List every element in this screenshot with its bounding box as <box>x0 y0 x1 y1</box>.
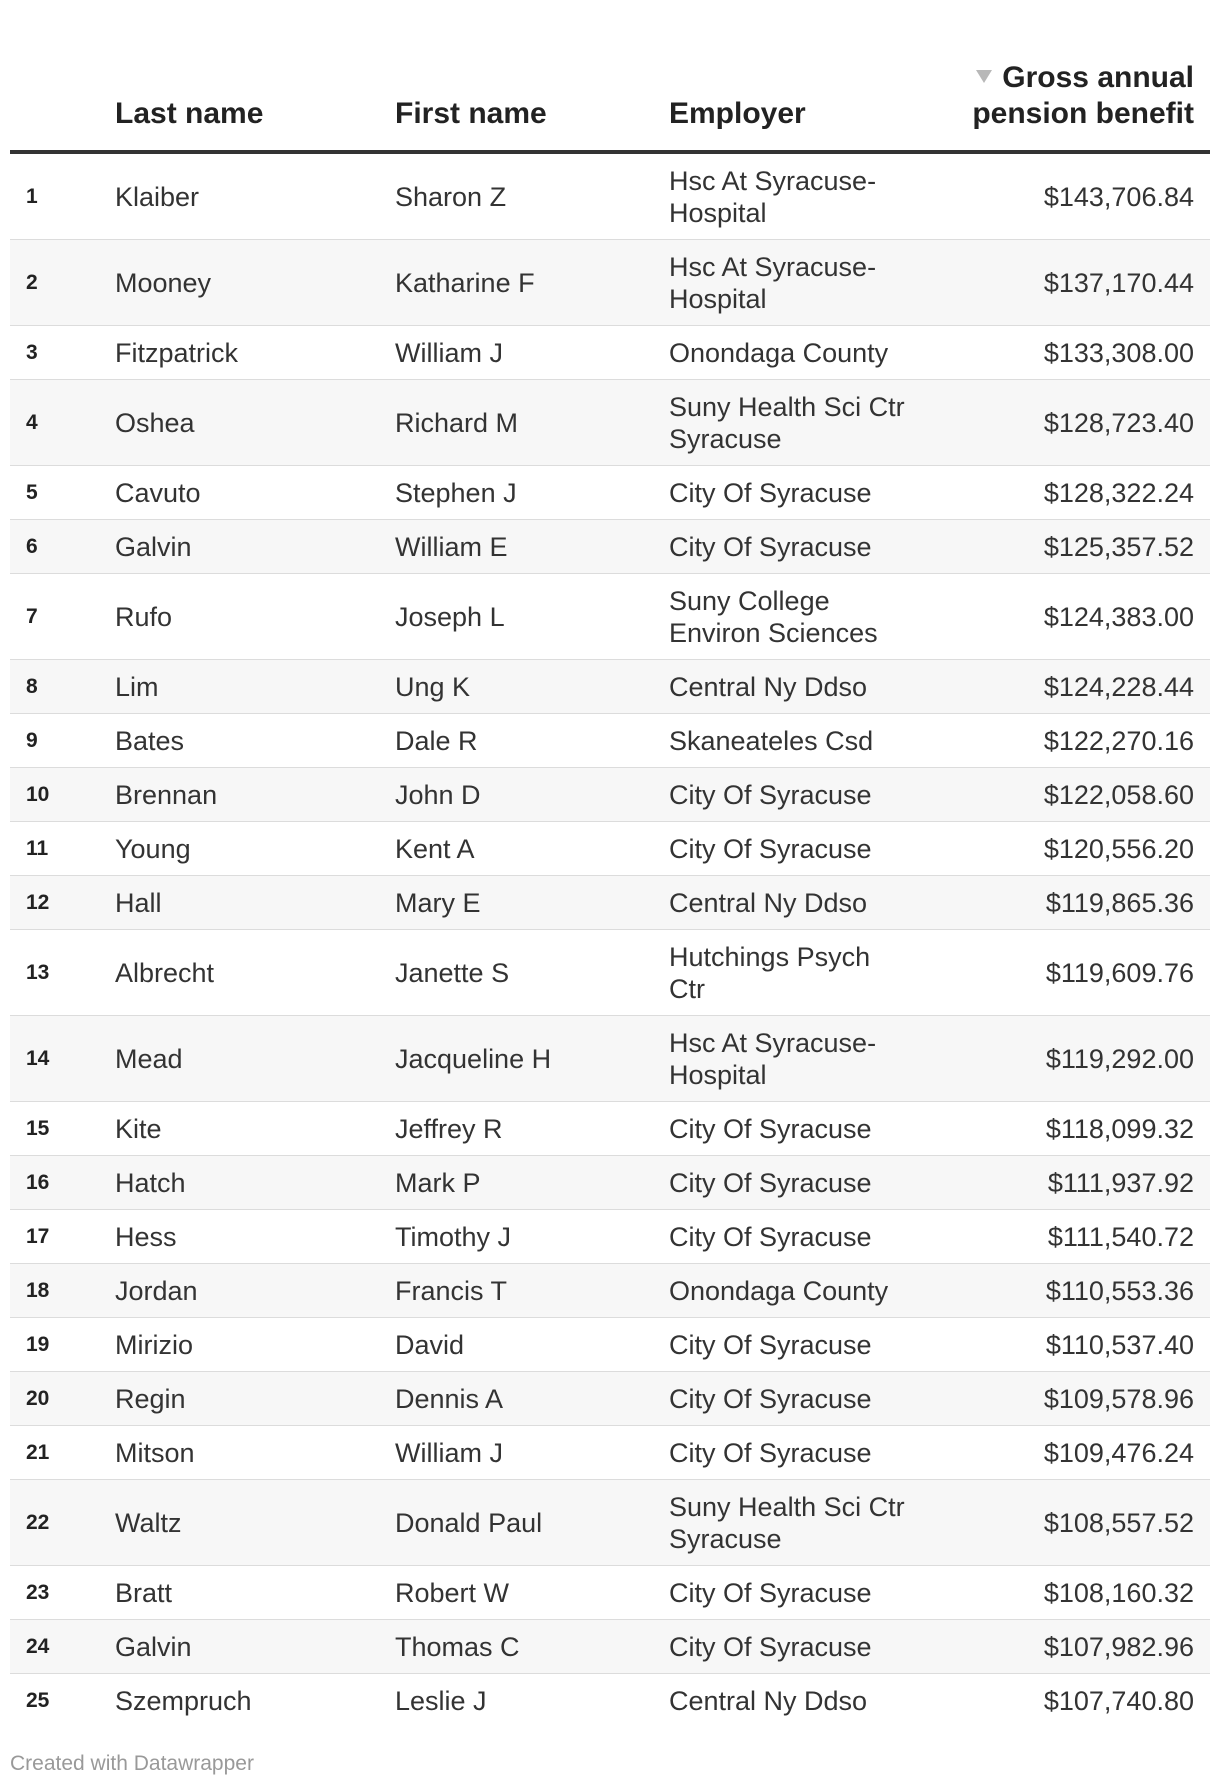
employer-cell: City Of Syracuse <box>669 1210 950 1264</box>
benefit-cell: $124,383.00 <box>950 574 1210 660</box>
rank-cell: 11 <box>10 822 115 876</box>
table-row <box>10 1210 1210 1264</box>
first-name-cell: Francis T <box>395 1264 669 1318</box>
first-name-cell: John D <box>395 768 669 822</box>
employer-cell: Skaneateles Csd <box>669 714 950 768</box>
rank-cell: 5 <box>10 466 115 520</box>
table-row <box>10 520 1210 574</box>
last-name-cell: Kite <box>115 1102 395 1156</box>
table-row <box>10 1102 1210 1156</box>
first-name-cell: Janette S <box>395 930 669 1016</box>
table-row <box>10 1156 1210 1210</box>
benefit-cell: $122,058.60 <box>950 768 1210 822</box>
rank-cell: 15 <box>10 1102 115 1156</box>
header-rank <box>10 0 115 152</box>
last-name-cell: Klaiber <box>115 152 395 240</box>
first-name-cell: David <box>395 1318 669 1372</box>
employer-cell: Central Ny Ddso <box>669 876 950 930</box>
last-name-cell: Hall <box>115 876 395 930</box>
last-name-cell: Mirizio <box>115 1318 395 1372</box>
rank-cell: 16 <box>10 1156 115 1210</box>
last-name-cell: Mitson <box>115 1426 395 1480</box>
employer-cell: Onondaga County <box>669 1264 950 1318</box>
benefit-cell: $107,740.80 <box>1043 1685 1194 1716</box>
rank-cell: 8 <box>10 660 115 714</box>
sort-descending-icon <box>976 70 992 83</box>
table-row <box>10 1016 1210 1102</box>
rank-cell: 17 <box>10 1210 115 1264</box>
first-name-cell: Joseph L <box>395 574 669 660</box>
pension-table-container <box>10 0 1210 1727</box>
table-row <box>10 574 1210 660</box>
pension-table <box>10 0 1210 1727</box>
first-name-cell: Stephen J <box>395 466 669 520</box>
last-name-cell: Galvin <box>115 1620 395 1674</box>
first-name-cell: Donald Paul <box>395 1480 669 1566</box>
table-row <box>10 876 1210 930</box>
last-name-cell: Hatch <box>115 1156 395 1210</box>
employer-cell: City Of Syracuse <box>669 1372 950 1426</box>
employer-cell: Hutchings Psych Ctr <box>669 930 950 1016</box>
employer-cell: Suny College Environ Sciences <box>669 574 950 660</box>
first-name-cell: Dale R <box>395 714 669 768</box>
rank-cell: 4 <box>10 380 115 466</box>
rank-cell: 23 <box>10 1566 115 1620</box>
employer-cell: City Of Syracuse <box>669 1620 950 1674</box>
benefit-cell: $108,160.32 <box>950 1566 1210 1620</box>
benefit-cell: $108,557.52 <box>950 1480 1210 1566</box>
table-row <box>10 768 1210 822</box>
first-name-cell: Sharon Z <box>395 152 669 240</box>
header-last-name[interactable]: Last name <box>115 0 395 152</box>
first-name-cell: Katharine F <box>395 240 669 326</box>
benefit-cell: $110,537.40 <box>950 1318 1210 1372</box>
benefit-cell: $118,099.32 <box>950 1102 1210 1156</box>
last-name-cell: Hess <box>115 1210 395 1264</box>
last-name-cell: Oshea <box>115 380 395 466</box>
employer-cell: City Of Syracuse <box>669 520 950 574</box>
rank-cell: 18 <box>10 1264 115 1318</box>
last-name-cell: Cavuto <box>115 466 395 520</box>
rank-cell: 19 <box>10 1318 115 1372</box>
first-name-cell: Robert W <box>395 1566 669 1620</box>
benefit-cell: $109,476.24 <box>950 1426 1210 1480</box>
employer-cell: Hsc At Syracuse-Hospital <box>669 152 950 240</box>
header-benefit-label: Gross annual pension benefit <box>972 61 1194 130</box>
table-row <box>10 466 1210 520</box>
last-name-cell: Bratt <box>115 1566 395 1620</box>
benefit-cell: $137,170.44 <box>950 240 1210 326</box>
rank-cell: 9 <box>10 714 115 768</box>
last-name-cell: Rufo <box>115 574 395 660</box>
benefit-cell: $125,357.52 <box>950 520 1210 574</box>
benefit-cell: $119,865.36 <box>950 876 1210 930</box>
table-row <box>10 152 1210 240</box>
table-row <box>10 660 1210 714</box>
table-row <box>10 1674 1210 1728</box>
rank-cell: 21 <box>10 1426 115 1480</box>
last-name-cell: Brennan <box>115 768 395 822</box>
first-name-cell: Kent A <box>395 822 669 876</box>
benefit-cell: $128,322.24 <box>950 466 1210 520</box>
rank-cell: 20 <box>10 1372 115 1426</box>
rank-cell: 1 <box>10 152 115 240</box>
employer-cell: Central Ny Ddso <box>669 660 950 714</box>
rank-cell: 3 <box>10 326 115 380</box>
employer-cell: City Of Syracuse <box>669 768 950 822</box>
header-benefit[interactable] <box>950 0 1210 152</box>
employer-cell: Central Ny Ddso <box>669 1685 868 1716</box>
last-name-cell: Bates <box>115 714 395 768</box>
first-name-cell: Jacqueline H <box>395 1016 669 1102</box>
header-first-name[interactable]: First name <box>395 0 669 152</box>
table-row <box>10 240 1210 326</box>
table-row <box>10 1318 1210 1372</box>
last-name-cell: Lim <box>115 660 395 714</box>
employer-cell: City Of Syracuse <box>669 1156 950 1210</box>
benefit-cell: $110,553.36 <box>950 1264 1210 1318</box>
rank-cell: 10 <box>10 768 115 822</box>
rank-cell: 7 <box>10 574 115 660</box>
first-name-cell: Ung K <box>395 660 669 714</box>
benefit-cell: $120,556.20 <box>950 822 1210 876</box>
benefit-cell: $111,937.92 <box>950 1156 1210 1210</box>
benefit-cell: $133,308.00 <box>950 326 1210 380</box>
rank-cell: 24 <box>10 1620 115 1674</box>
rank-cell: 2 <box>10 240 115 326</box>
table-row <box>10 1620 1210 1674</box>
datawrapper-credit[interactable]: Created with Datawrapper <box>10 1752 254 1775</box>
employer-cell: City Of Syracuse <box>669 822 950 876</box>
employer-cell: Suny Health Sci Ctr Syracuse <box>669 380 950 466</box>
employer-cell: City Of Syracuse <box>669 1426 950 1480</box>
benefit-cell: $119,292.00 <box>950 1016 1210 1102</box>
benefit-cell: $143,706.84 <box>950 152 1210 240</box>
employer-cell: City Of Syracuse <box>669 1318 950 1372</box>
table-header-row <box>10 0 1210 152</box>
last-name-cell: Regin <box>115 1372 395 1426</box>
table-row <box>10 822 1210 876</box>
rank-cell: 6 <box>10 520 115 574</box>
first-name-cell: Thomas C <box>395 1620 669 1674</box>
employer-cell: Onondaga County <box>669 326 950 380</box>
employer-cell: City Of Syracuse <box>669 466 950 520</box>
table-row <box>10 1426 1210 1480</box>
first-name-cell: Timothy J <box>395 1210 669 1264</box>
benefit-cell: $107,982.96 <box>950 1620 1210 1674</box>
rank-cell: 14 <box>10 1016 115 1102</box>
rank-cell: 22 <box>10 1480 115 1566</box>
table-row <box>10 714 1210 768</box>
last-name-cell: Albrecht <box>115 930 395 1016</box>
benefit-cell: $109,578.96 <box>950 1372 1210 1426</box>
rank-cell: 12 <box>10 876 115 930</box>
last-name-cell: Mooney <box>115 240 395 326</box>
table-row <box>10 1372 1210 1426</box>
header-employer[interactable]: Employer <box>669 0 950 152</box>
employer-cell: City Of Syracuse <box>669 1566 950 1620</box>
last-name-cell: Fitzpatrick <box>115 326 395 380</box>
table-row <box>10 930 1210 1016</box>
first-name-cell: William E <box>395 520 669 574</box>
first-name-cell: Mark P <box>395 1156 669 1210</box>
last-name-cell: Mead <box>115 1016 395 1102</box>
rank-cell: 13 <box>10 930 115 1016</box>
first-name-cell: Leslie J <box>395 1685 487 1716</box>
benefit-cell: $124,228.44 <box>950 660 1210 714</box>
table-row <box>10 1264 1210 1318</box>
rank-cell: 25 <box>26 1688 50 1712</box>
last-name-cell: Young <box>115 822 395 876</box>
first-name-cell: Mary E <box>395 876 669 930</box>
table-row <box>10 380 1210 466</box>
employer-cell: Hsc At Syracuse-Hospital <box>669 240 950 326</box>
employer-cell: Suny Health Sci Ctr Syracuse <box>669 1480 950 1566</box>
table-row <box>10 326 1210 380</box>
benefit-cell: $128,723.40 <box>950 380 1210 466</box>
last-name-cell: Jordan <box>115 1264 395 1318</box>
benefit-cell: $111,540.72 <box>950 1210 1210 1264</box>
table-row <box>10 1566 1210 1620</box>
first-name-cell: William J <box>395 326 669 380</box>
last-name-cell: Galvin <box>115 520 395 574</box>
table-row <box>10 1480 1210 1566</box>
first-name-cell: Dennis A <box>395 1372 669 1426</box>
benefit-cell: $119,609.76 <box>950 930 1210 1016</box>
last-name-cell: Szempruch <box>115 1685 252 1716</box>
first-name-cell: Jeffrey R <box>395 1102 669 1156</box>
benefit-cell: $122,270.16 <box>950 714 1210 768</box>
last-name-cell: Waltz <box>115 1480 395 1566</box>
employer-cell: City Of Syracuse <box>669 1102 950 1156</box>
first-name-cell: William J <box>395 1426 669 1480</box>
table-body <box>10 152 1210 1727</box>
first-name-cell: Richard M <box>395 380 669 466</box>
employer-cell: Hsc At Syracuse-Hospital <box>669 1016 950 1102</box>
